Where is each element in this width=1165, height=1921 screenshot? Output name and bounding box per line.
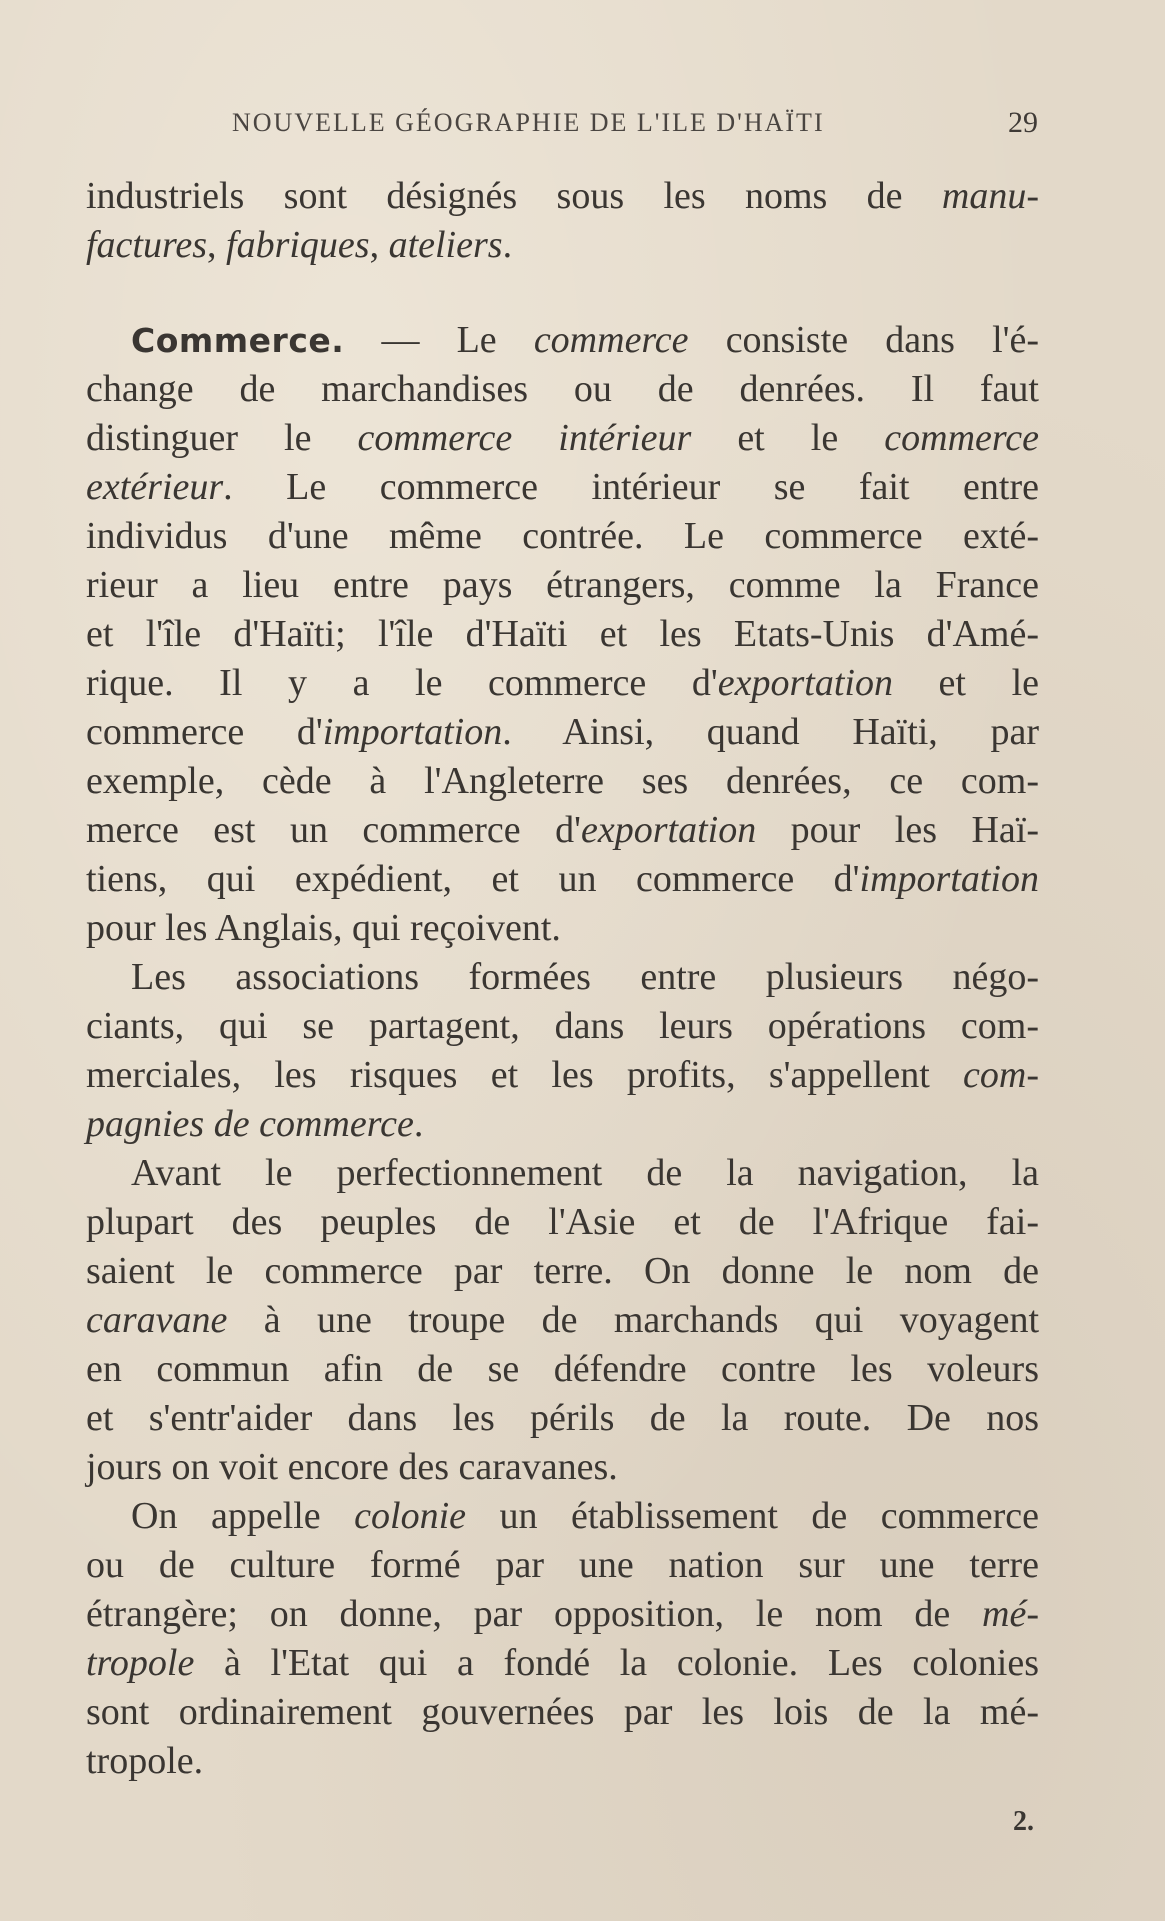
- text-line: saient le commerce par terre. On donne le nom de: [86, 1250, 1039, 1292]
- text-line: Avant le perfectionnement de la navigation, la: [131, 1152, 1039, 1194]
- text-line: individus d'une même contrée. Le commerce exté-: [86, 515, 1039, 557]
- text-line: industriels sont désignés sous les noms de manu-: [86, 175, 1039, 217]
- body-text: [86, 172, 1039, 1786]
- text-line: rique. Il y a le commerce d'exportation et le: [86, 662, 1039, 704]
- text-line: rieur a lieu entre pays étrangers, comme la France: [86, 564, 1039, 606]
- text-line: ou de culture formé par une nation sur une terre: [86, 1544, 1039, 1586]
- text-line: Commerce. — Le commerce consiste dans l'é-: [131, 319, 1039, 361]
- page-number: 29: [1008, 106, 1038, 139]
- text-line: pagnies de commerce.: [86, 1103, 424, 1145]
- text-line: Les associations formées entre plusieurs négo-: [131, 956, 1039, 998]
- text-line: caravane à une troupe de marchands qui voyagent: [86, 1299, 1039, 1341]
- paragraph-gap: [86, 270, 1039, 316]
- text-line: distinguer le commerce intérieur et le commerce: [86, 417, 1039, 459]
- text-line: tropole.: [86, 1740, 204, 1782]
- running-title: NOUVELLE GÉOGRAPHIE DE L'ILE D'HAÏTI: [232, 108, 825, 137]
- paragraph-caravanes: [86, 1149, 1039, 1492]
- text-line: merciales, les risques et les profits, s'appellent com-: [86, 1054, 1039, 1096]
- text-line: exemple, cède à l'Angleterre ses denrées, ce com-: [86, 760, 1039, 802]
- paragraph-colonie: [86, 1492, 1039, 1786]
- text-line: change de marchandises ou de denrées. Il faut: [86, 368, 1039, 410]
- text-line: On appelle colonie un établissement de commerce: [131, 1495, 1039, 1537]
- text-line: tiens, qui expédient, et un commerce d'importation: [86, 858, 1039, 900]
- text-line: commerce d'importation. Ainsi, quand Haïti, par: [86, 711, 1039, 753]
- paragraph-manufactures: [86, 172, 1039, 270]
- text-line: plupart des peuples de l'Asie et de l'Afrique fai-: [86, 1201, 1039, 1243]
- text-line: ciants, qui se partagent, dans leurs opérations com-: [86, 1005, 1039, 1047]
- text-line: et s'entr'aider dans les périls de la route. De nos: [86, 1397, 1039, 1439]
- text-line: pour les Anglais, qui reçoivent.: [86, 907, 561, 949]
- text-line: extérieur. Le commerce intérieur se fait entre: [86, 466, 1039, 508]
- text-line: jours on voit encore des caravanes.: [86, 1446, 618, 1488]
- text-line: factures, fabriques, ateliers.: [86, 224, 513, 266]
- paragraph-associations: [86, 953, 1039, 1149]
- text-line: et l'île d'Haïti; l'île d'Haïti et les Etats-Unis d'Amé-: [86, 613, 1039, 655]
- text-line: étrangère; on donne, par opposition, le nom de mé-: [86, 1593, 1039, 1635]
- paragraph-commerce: [86, 316, 1039, 953]
- section-heading: Commerce.: [131, 321, 345, 360]
- signature-mark: 2.: [1013, 1806, 1034, 1837]
- text-line: merce est un commerce d'exportation pour les Haï-: [86, 809, 1040, 851]
- text-line: sont ordinairement gouvernées par les lois de la mé-: [86, 1691, 1039, 1733]
- page-header: [232, 108, 1038, 148]
- text-line: tropole à l'Etat qui a fondé la colonie. Les colonies: [86, 1642, 1039, 1684]
- text-line: en commun afin de se défendre contre les voleurs: [86, 1348, 1039, 1390]
